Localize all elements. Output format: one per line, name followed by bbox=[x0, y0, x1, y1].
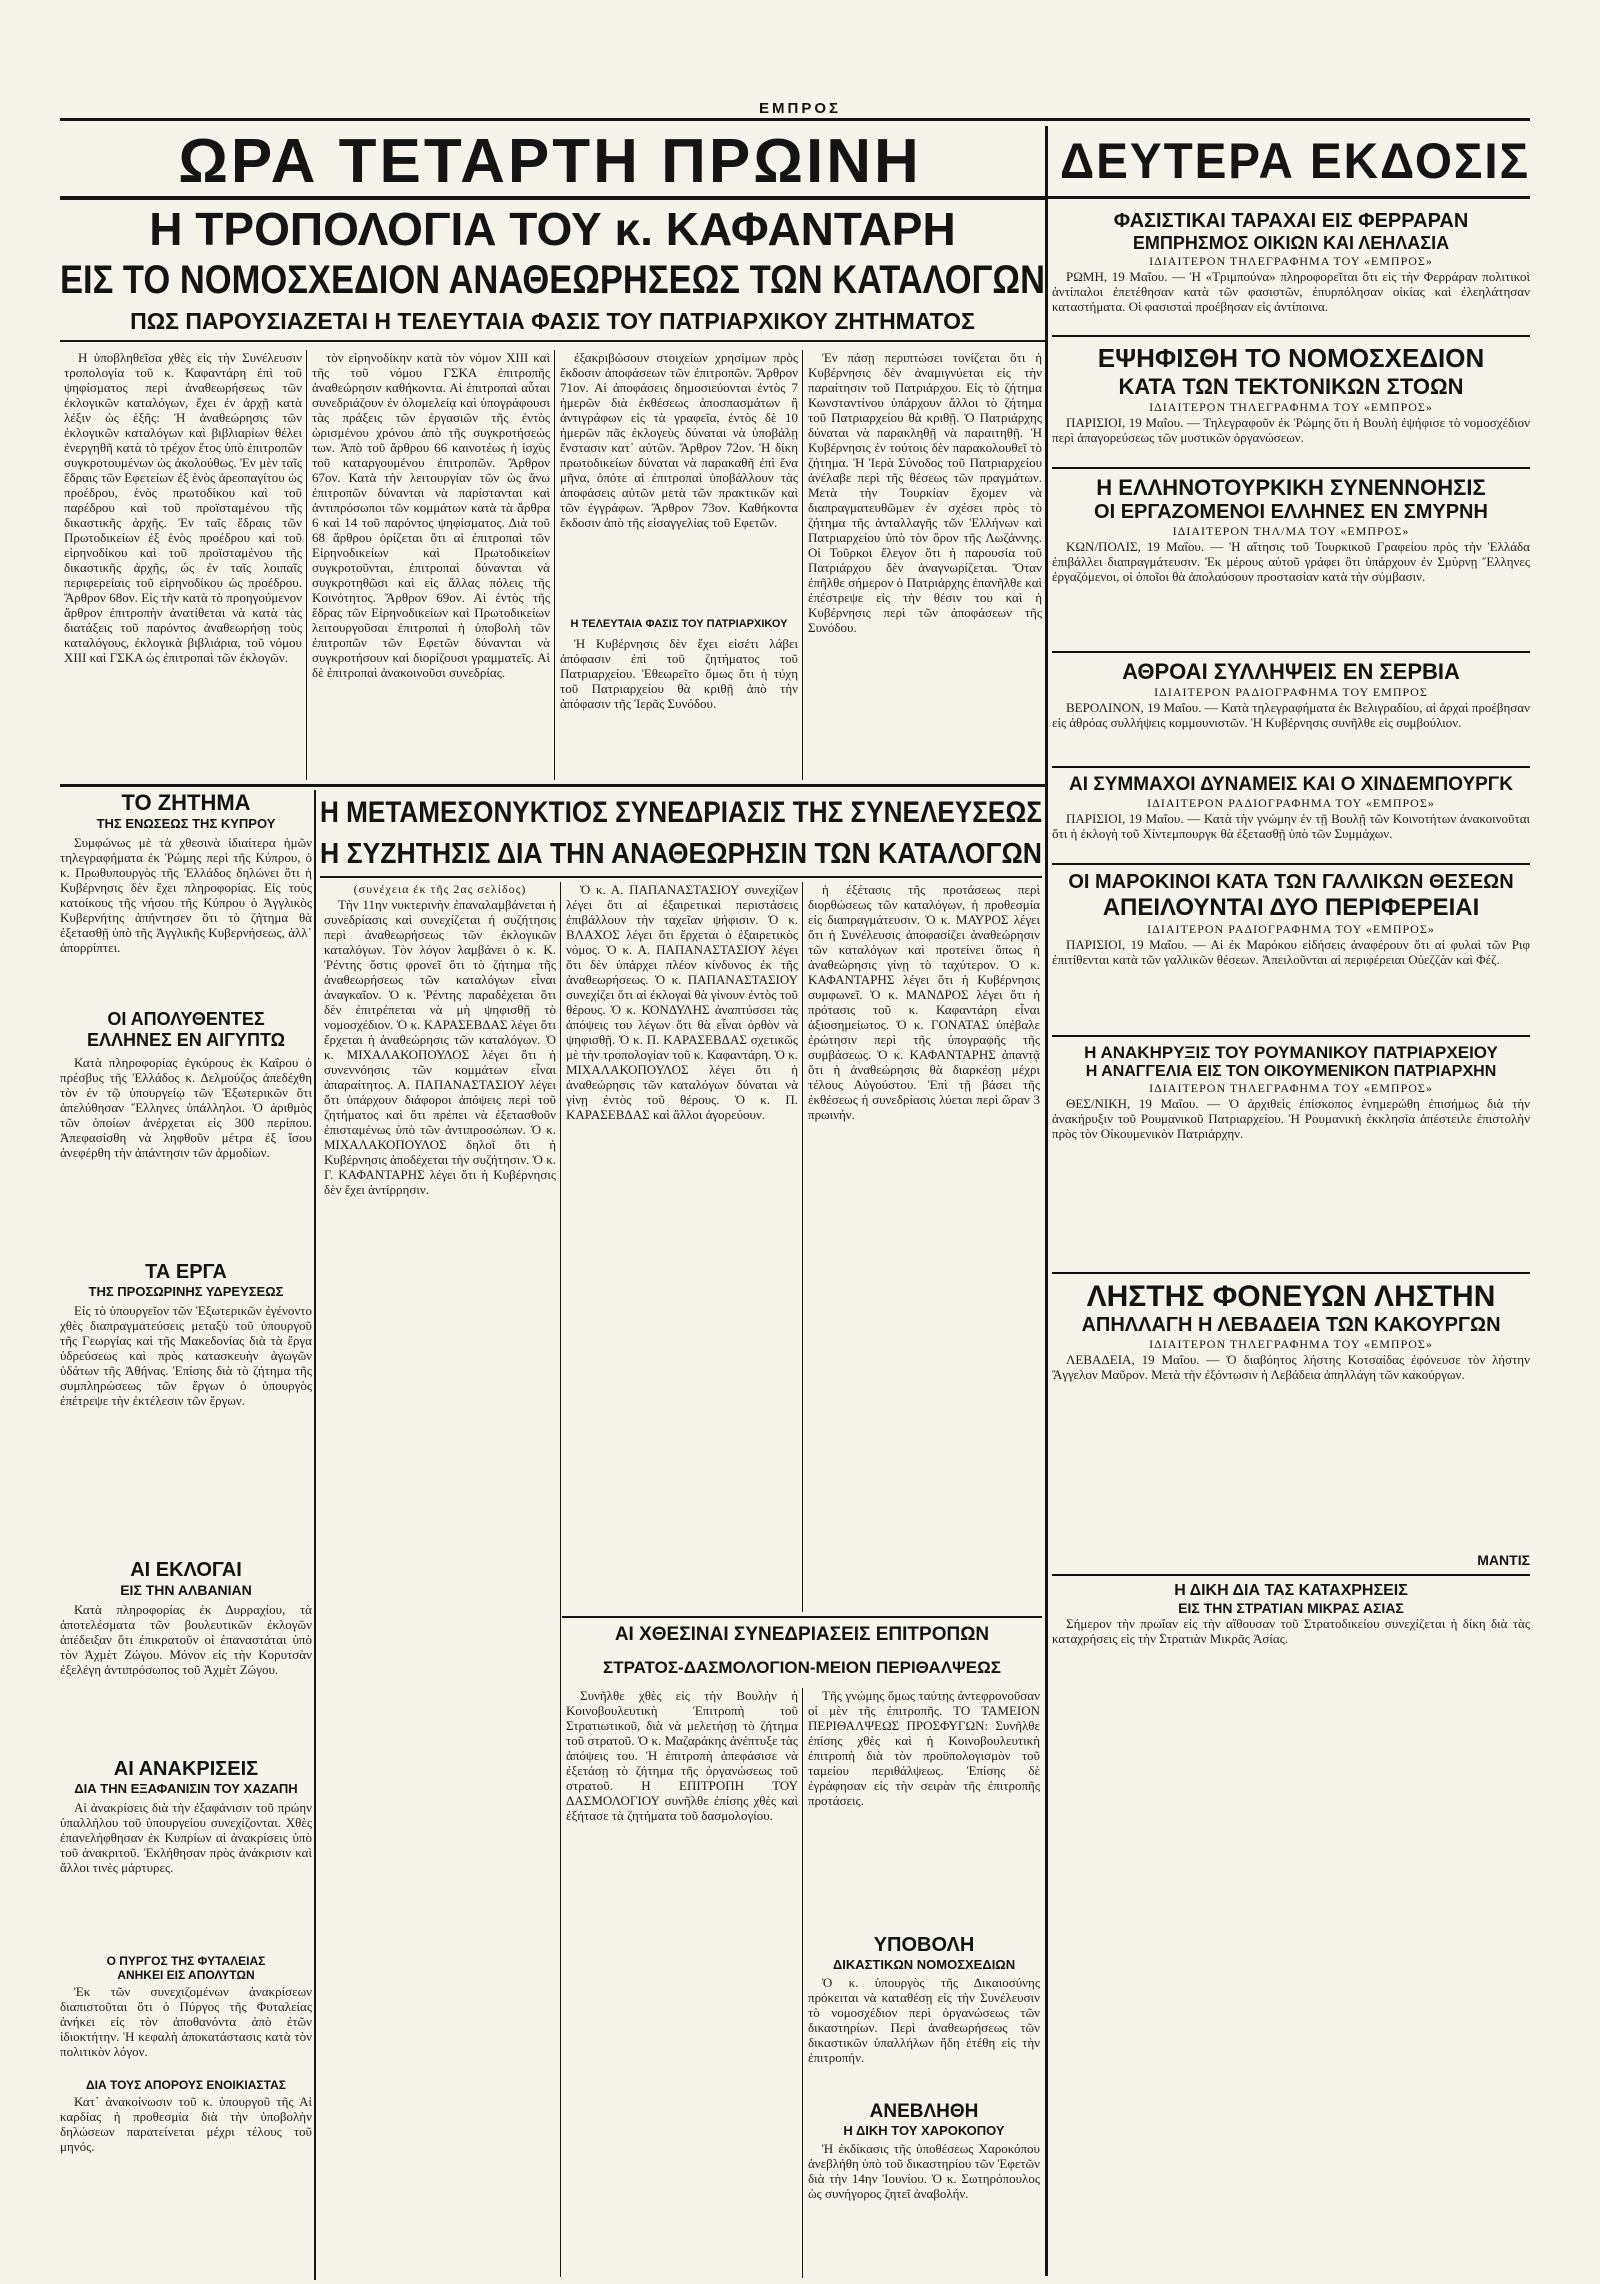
session-title: Η ΜΕΤΑΜΕΣΟΝΥΚΤΙΟΣ ΣΥΝΕΔΡΙΑΣΙΣ ΤΗΣ ΣΥΝΕΛΕΥΣΕΩΣ bbox=[320, 796, 1042, 829]
session-rule bbox=[320, 876, 1042, 878]
committees-col1 bbox=[566, 1688, 798, 2278]
col-sep bbox=[802, 350, 803, 780]
bandit-byline: ΙΔΙΑΙΤΕΡΟΝ ΤΗΛΕΓΡΑΦΗΜΑ ΤΟΥ «ΕΜΠΡΟΣ» bbox=[1149, 1337, 1433, 1351]
erga-subtitle: ΤΗΣ ΠΡΟΣΩΡΙΝΗΣ ΥΔΡΕΥΣΕΩΣ bbox=[88, 1284, 284, 1299]
ypovoli-subtitle: ΔΙΚΑΣΤΙΚΩΝ ΝΟΜΟΣΧΕΔΙΩΝ bbox=[832, 1957, 1016, 1972]
ferrara-subtitle: ΕΜΠΡΗΣΜΟΣ ΟΙΚΙΩΝ ΚΑΙ ΛΕΗΛΑΣΙΑ bbox=[1132, 233, 1450, 253]
col-sep bbox=[802, 882, 803, 1612]
lead-col2-text: τὸν εἰρηνοδίκην κατὰ τὸν νόμον ΧΙΙΙ καὶ τῆς τοῦ νόμου ΓΣΚΑ ἐπιτροπῆς ἀναθεώρησιν καθήκοντα. Αἱ ἐπιτροπαὶ αὗται συνεδριάζουν ἐν ὁλομελείᾳ καὶ ὑπογράφουσι τὰς πράξεις τῶν ἐργασιῶν τῆς ἐντὸς ὡρισμένου χρόνου ἀπὸ τῆς συγκροτήσεώς των. Ἀπὸ τοῦ ἄρθρου 66 καινοτέως ἡ ἰσχὺς τοῦ καταργουμένου ἐπιτροπῶν. Ἄρθρον 67ον. Κατὰ τὴν λειτουργίαν τῶν ὡς ἄνω ἐπιτροπῶν δύνανται νὰ παρίστανται καὶ ἀντιπρόσωποι τῶν κομμάτων κατὰ τὰ ἄρθρα 6 καὶ 14 τοῦ παρόντος ψηφίσματος. Διὰ τοῦ 68 ἄρθρου ὁρίζεται ὅτι αἱ ἐπιτροπαὶ τῶν Εἰρηνοδικείων καὶ Πρωτοδικείων συγκροτοῦνται, ἐπιτροπαὶ δύνανται νὰ συγκροτηθῶσι καὶ εἰς ἄλλας πόλεις τῆς Κοινότητος. Ἄρθρον 69ον. Αἱ ἐντὸς τῆς ἕδρας τῶν Εἰρηνοδικείων καὶ Πρωτοδικείων λειτουργοῦσαι ἐπιτροπαὶ ἡ ὑποβολὴ τῶν ἐπιτροπῶν τῶν Εφετῶν δύνανται νὰ συγκροτήσουν καὶ διορίζουσι γραμματεῖς. Αἱ δὲ ἐπιτροπαὶ ἀνακοινοῦσι συνεδρίας. bbox=[312, 350, 550, 680]
committees-rule-top bbox=[562, 1616, 1042, 1618]
lead-col3-text: ἐξακριβώσουν στοιχείων χρησίμων πρὸς ἔκδοσιν ἀποφάσεων τῶν ἐπιτροπῶν. Ἄρθρον 71ον. Αἱ ἀποφάσεις δημοσιεύονται ἐντὸς 7 ἡμερῶν διὰ ἐκθέσεως ἀποσπασμάτων ἢ ἀντιγράφων εἰς τὰ γραφεῖα, ἐντὸς δὲ 10 ἡμερῶν πᾶς ἐκλογεὺς δύναται νὰ ὑποβάλῃ ἔνστασιν κατ᾿ αὐτῶν. Ἄρθρον 72ον. Ἡ δίκη πρωτοδικείων δύναται νὰ παρακαθῆ ἐπὶ ἕνα μῆνα, ὁπότε αἱ ἐπιτροπαὶ ὑποβάλλουν τὰς ἀποφάσεις αὐτῶν μετὰ τῶν πρακτικῶν καὶ τῶν ἐγγράφων. Ἄρθρον 73ον. Καθήκοντα ἔκδοσιν ἀπὸ τῆς εἰσαγγελίας τοῦ Εφετῶν. bbox=[560, 350, 798, 530]
serbia-title: ΑΘΡΟΑΙ ΣΥΛΛΗΨΕΙΣ ΕΝ ΣΕΡΒΙΑ bbox=[1122, 659, 1460, 684]
lead-col4-text: Ἐν πάσῃ περιπτώσει τονίζεται ὅτι ἡ Κυβέρνησις δὲν ἀναμιγνύεται εἰς τὴν παραίτησιν τοῦ Πατριάρχου. Εἰς τὸ ζήτημα Κωνσταντίνου ὑπάρχουν ἄλλοι τὸ ζήτημα τοῦ Πατριαρχείου θὰ κριθῇ. Ὁ Πατριάρχης δύναται νὰ παρακληθῇ νὰ παραιτηθῇ. Ἡ Κυβέρνησις ἐν τούτοις δὲν παρακολουθεῖ τὸ ζήτημα. Ἡ Ἱερὰ Σύνοδος τοῦ Πατριαρχείου ἀνέλαβε περὶ τῆς θέσεως τῶν πραγμάτων. Μετὰ τὴν Τουρκίαν ἔχομεν νὰ διαπραγματευθῶμεν ἐν σχέσει πρὸς τὸ ζήτημα τῆς ἀνταλλαγῆς τῶν Ἑλλήνων καὶ Πατριαρχείου ὑπὸ τὸν ὅρον τῆς Λωζάννης. Οἱ Τοῦρκοι ἔλεγον ὅτι ἡ παρουσία τοῦ Πατριάρχου δὲν ἀναγνωρίζεται. Ὅταν ἐπῆλθε σήμερον ὁ Πατριάρχης ἐπανῆλθε καὶ ἐπέστρεψε εἰς τὴν θέσιν του καὶ ἡ Κυβέρνησις περὶ τῶν ἀποφάσεων τῆς Συνόδου. bbox=[808, 350, 1042, 635]
serbia-byline: ΙΔΙΑΙΤΕΡΟΝ ΡΑΔΙΟΓΡΑΦΗΜΑ ΤΟΥ ΕΜΠΡΟΣ bbox=[1154, 685, 1428, 699]
lead-title-rule bbox=[60, 340, 1045, 342]
col-sep bbox=[306, 350, 307, 780]
committees-col1-text: Συνῆλθε χθὲς εἰς τὴν Βουλὴν ἡ Κοινοβουλευτικὴ Ἐπιτροπὴ τοῦ Στρατιωτικοῦ, διὰ νὰ μελετήσῃ τὸ ζήτημα τοῦ στρατοῦ. Ὁ κ. Μαζαράκης ἀνέπτυξε τὰς ἀπόψεις του. Ἡ ἐπιτροπὴ ἀπεφάσισε νὰ ἐξετάσῃ τὸ ζήτημα τῆς ὀργανώσεως τοῦ στρατοῦ. Η ΕΠΙΤΡΟΠΗ ΤΟΥ ΔΑΣΜΟΛΟΓΙΟΥ συνῆλθε ἐπίσης χθὲς καὶ ἐξήτασε τὰ ζητήματα τοῦ δασμολογίου. bbox=[566, 1688, 798, 1823]
albania-text: Κατὰ πληροφορίας ἐκ Δυρραχίου, τὰ ἀποτελέσματα τῶν βουλευτικῶν ἐκλογῶν ἀπέδειξαν ὅτι ἐπικρατοῦν οἱ ἐπαναστάται ὑπὸ τὸν Ἀχμὲτ Ζώγου. Μόνον εἰς τὴν Κορυτσὰν ἐξελέγη ἀντιπρόσωπος τοῦ Ἀχμὲτ Ζώγου. bbox=[60, 1602, 312, 1677]
romania-subtitle: Η ΑΝΑΓΓΕΛΙΑ ΕΙΣ ΤΟΝ ΟΙΚΟΥΜΕΝΙΚΟΝ ΠΑΤΡΙΑΡΧΗΝ bbox=[1085, 1063, 1497, 1080]
masonic-byline: ΙΔΙΑΙΤΕΡΟΝ ΤΗΛΕΓΡΑΦΗΜΑ ΤΟΥ «ΕΜΠΡΟΣ» bbox=[1149, 400, 1433, 414]
fylaxis-subtitle: ΑΝΗΚΕΙ ΕΙΣ ΑΠΟΛΥΤΩΝ bbox=[117, 1968, 255, 1982]
session-col2-text: Ὁ κ. Α. ΠΑΠΑΝΑΣΤΑΣΙΟΥ συνεχίζων λέγει ὅτι αἱ ἐξαιρετικαὶ περιστάσεις ἐπιβάλλουν τὴν ταχεῖαν ψήφισιν. Ὁ κ. ΒΛΑΧΟΣ λέγει ὅτι ἔρχεται ὁ ἐξαιρετικὸς νόμος. Ὁ κ. Α. ΠΑΠΑΝΑΣΤΑΣΙΟΥ λέγει ὅτι δὲν ὑπάρχει πλέον κίνδυνος ἐκ τῆς ἀναθεωρήσεως. Ὁ κ. ΠΑΠΑΝΑΣΤΑΣΙΟΥ συνεχίζει ὅτι αἱ ἐκλογαὶ θὰ γίνουν ἐντὸς τοῦ θέρους. Ὁ κ. ΚΟΝΔΥΛΗΣ ἀναπτύσσει τὰς ἀπόψεις του λέγων ὅτι θὰ εἶναι ὀρθὸν νὰ ψηφισθῇ. Ὁ κ. Π. ΚΑΡΑΣΕΒΔΑΣ σχετικῶς μὲ τὴν τροπολογίαν τοῦ κ. Καφαντάρη. Ὁ κ. ΜΙΧΑΛΑΚΟΠΟΥΛΟΣ λέγει ὅτι ἡ ἀναθεώρησις τῶν καταλόγων δύναται νὰ γίνῃ ἐντὸς τοῦ θέρους. Ὁ κ. Π. ΚΑΡΑΣΕΒΔΑΣ καὶ ἄλλοι ἀγορεύουν. bbox=[566, 882, 798, 1122]
left-column bbox=[60, 790, 312, 2280]
anevathi-text: Ἡ ἐκδίκασις τῆς ὑποθέσεως Χαροκόπου ἀνεβλήθη ὑπὸ τοῦ δικαστηρίου τῶν Ἐφετῶν διὰ τὴν 14ην Ἰουνίου. Ὁ κ. Σωτηρόπουλος ὡς συνήγορος ζητεῖ ἀναβολήν. bbox=[808, 2141, 1040, 2201]
session-col2 bbox=[566, 882, 798, 1612]
zitima-title: ΤΟ ΖΗΤΗΜΑ bbox=[121, 790, 251, 815]
albania-subtitle: ΕΙΣ ΤΗΝ ΑΛΒΑΝΙΑΝ bbox=[120, 1582, 252, 1598]
session-subtitle: Η ΣΥΖΗΤΗΣΙΣ ΔΙΑ ΤΗΝ ΑΝΑΘΕΩΡΗΣΙΝ ΤΩΝ ΚΑΤΑΛΟΓΩΝ bbox=[320, 838, 1042, 870]
ypovoli-title: ΥΠΟΒΟΛΗ bbox=[873, 1934, 975, 1956]
masonic-title: ΕΨΗΦΙΣΘΗ ΤΟ ΝΟΜΟΣΧΕΔΙΟΝ bbox=[1097, 343, 1485, 373]
smyrna-byline: ΙΔΙΑΙΤΕΡΟΝ ΤΗΛ/ΜΑ ΤΟΥ «ΕΜΠΡΟΣ» bbox=[1172, 524, 1410, 538]
session-col1-text: Τὴν 11ην νυκτερινὴν ἐπαναλαμβάνεται ἡ συνεδρίασις καὶ συνεχίζεται ἡ συζήτησις περὶ ἀναθεωρήσεως τῶν ἐκλογικῶν καταλόγων. Τὸν λόγον λαμβάνει ὁ κ. Κ. Ῥέντης ὅστις φρονεῖ ὅτι τὸ ζήτημα τῆς ἀναθεωρήσεως τῶν καταλόγων εἶναι ἀναγκαῖον. Ὁ κ. Ῥέντης παραδέχεται ὅτι δὲν ἐπιτρέπεται νὰ μὴ ψηφισθῇ τὸ νομοσχέδιον. Ὁ κ. ΚΑΡΑΣΕΒΔΑΣ λέγει ὅτι ἔρχεται ἡ ἀναθεώρησις τῶν καταλόγων. Ὁ κ. ΜΙΧΑΛΑΚΟΠΟΥΛΟΣ λέγει ὅτι ἡ συνεννόησις τῶν κομμάτων εἶναι ἀπαραίτητος. Α. ΠΑΠΑΝΑΣΤΑΣΙΟΥ λέγει ὅτι ὑπάρχουν διάφοροι ἀπόψεις περὶ τοῦ ζητήματος καὶ ὅτι πρέπει νὰ ἐξετασθοῦν ἐπισταμένως ὑπὸ τῶν ἀντιπροσώπων. Ὁ κ. ΜΙΧΑΛΑΚΟΠΟΥΛΟΣ δηλοῖ ὅτι ἡ Κυβέρνησις ἀποδέχεται τὴν συζήτησιν. Ὁ κ. Γ. ΚΑΦΑΝΤΑΡΗΣ λέγει ὅτι ἡ Κυβέρνησις δὲν ἔχει ἀντίρρησιν. bbox=[324, 897, 556, 1197]
lead-col3b-text: Ἡ Κυβέρνησις δὲν ἔχει εἰσέτι λάβει ἀπόφασιν ἐπὶ τοῦ ζητήματος τοῦ Πατριαρχείου. Ἐθεωρεῖτο ὅμως ὅτι ἡ τύχη τοῦ Πατριαρχείου θὰ κριθῇ ἀπὸ τὴν ἀπόφασιν τῆς Ἱερᾶς Συνόδου. bbox=[560, 636, 798, 711]
egypt-subtitle: ΕΛΛΗΝΕΣ ΕΝ ΑΙΓΥΠΤΩ bbox=[86, 1030, 286, 1050]
lead-title1: Η ΤΡΟΠΟΛΟΓΙΑ ΤΟΥ κ. ΚΑΦΑΝΤΑΡΗ bbox=[149, 203, 956, 255]
romania-byline: ΙΔΙΑΙΤΕΡΟΝ ΤΗΛΕΓΡΑΦΗΜΑ ΤΟΥ «ΕΜΠΡΟΣ» bbox=[1149, 1081, 1433, 1095]
col-sep bbox=[560, 882, 561, 2277]
anakriseis-title: ΑΙ ΑΝΑΚΡΙΣΕΙΣ bbox=[113, 1758, 259, 1780]
anevathi-subtitle: Η ΔΙΚΗ ΤΟΥ ΧΑΡΟΚΟΠΟΥ bbox=[843, 2123, 1005, 2138]
session-cont: (συνέχεια ἐκ τῆς 2ας σελίδος) bbox=[353, 882, 527, 896]
fylaxis-text: Ἐκ τῶν συνεχιζομένων ἀνακρίσεων διαπιστοῦται ὅτι ὁ Πύργος τῆς Φυταλείας ἀνήκει εἰς τὸν ἀποθανόντα ἀπὸ ἐτῶν ἰδιοκτήτην. Ἡ κεφαλὴ ἀποκατάστασις κατὰ τὸν πολιτικὸν λόγον. bbox=[60, 1984, 312, 2059]
col-sep bbox=[802, 1688, 803, 2278]
banner-rule-right bbox=[1048, 196, 1530, 199]
lead-title2: ΕΙΣ ΤΟ ΝΟΜΟΣΧΕΔΙΟΝ ΑΝΑΘΕΩΡΗΣΕΩΣ ΤΩΝ ΚΑΤΑΛΟΓΩΝ bbox=[60, 258, 1045, 302]
lead-col3-heading: Η ΤΕΛΕΥΤΑΙΑ ΦΑΣΙΣ ΤΟΥ ΠΑΤΡΙΑΡΧΙΚΟΥ bbox=[570, 618, 788, 630]
lead-title3: ΠΩΣ ΠΑΡΟΥΣΙΑΖΕΤΑΙ Η ΤΕΛΕΥΤΑΙΑ ΦΑΣΙΣ ΤΟΥ ΠΑΤΡΙΑΡΧΙΚΟΥ ΖΗΤΗΜΑΤΟΣ bbox=[130, 308, 975, 334]
serbia-text: ΒΕΡΟΛΙΝΟΝ, 19 Μαΐου. — Κατὰ τηλεγραφήματα ἐκ Βελιγραδίου, αἱ ἀρχαὶ προέβησαν εἰς ἀθρόας συλλήψεις κομμουνιστῶν. Ἡ Κυβέρνησις συνῆλθε εἰς συμβούλιον. bbox=[1052, 700, 1530, 730]
banner-right: ΔΕΥΤΕΡΑ ΕΚΔΟΣΙΣ bbox=[1060, 133, 1530, 189]
trial-title: Η ΔΙΚΗ ΔΙΑ ΤΑΣ ΚΑΤΑΧΡΗΣΕΙΣ bbox=[1174, 1582, 1408, 1599]
zitima-text: Συμφώνως μὲ τὰ χθεσινὰ ἰδιαίτερα ἡμῶν τηλεγραφήματα ἐκ Ῥώμης περὶ τῆς Κύπρου, ὁ κ. Πρωθυπουργὸς τῆς Ἑλλάδος δηλώνει ὅτι ἡ Κυβέρνησις δὲν ἔχει πληροφορίας. Εἰς τοὺς κατοίκους τῆς νήσου τῆς Κύπρου ὁ Ἀγγλικὸς Κυβερνήτης ἀπήντησεν ὅτι τὸ ζήτημα θὰ ἐξετασθῇ ὑπὸ τῆς Ἀγγλικῆς Κυβερνήσεως, ἀλλ᾿ ἀπορρίπτει. bbox=[60, 835, 312, 955]
ferrara-title: ΦΑΣΙΣΤΙΚΑΙ ΤΑΡΑΧΑΙ ΕΙΣ ΦΕΡΡΑΡΑΝ bbox=[1113, 210, 1469, 232]
bandit-subtitle: ΑΠΗΛΛΑΓΗ Η ΛΕΒΑΔΕΙΑ ΤΩΝ ΚΑΚΟΥΡΓΩΝ bbox=[1081, 1314, 1501, 1336]
session-col3 bbox=[808, 882, 1040, 1612]
session-col1 bbox=[324, 882, 556, 2277]
committees-subtitle: ΣΤΡΑΤΟΣ-ΔΑΣΜΟΛΟΓΙΟΝ-ΜΕΙΟΝ ΠΕΡΙΘΑΛΨΕΩΣ bbox=[603, 1658, 1001, 1677]
enoikiasis-text: Κατ᾿ ἀνακοίνωσιν τοῦ κ. ὑπουργοῦ τῆς Αἰ καρδίας ἡ προθεσμία διὰ τὴν ὑποβολὴν δηλώσεων παρατείνεται μέχρι τέλους τοῦ μηνός. bbox=[60, 2094, 312, 2154]
ypovoli-text: Ὁ κ. ὑπουργὸς τῆς Δικαιοσύνης πρόκειται νὰ καταθέσῃ εἰς τὴν Συνέλευσιν τὸ νομοσχέδιον περὶ ὀργανώσεως τῶν δικαστηρίων. Περὶ ἀναθεωρήσεως τῶν δικαστικῶν ὑπαλλήλων ἤδη ἐτέθη εἰς τὴν ἐπιτροπήν. bbox=[808, 1975, 1040, 2065]
banner-left: ΩΡΑ ΤΕΤΑΡΤΗ ΠΡΩΙΝΗ bbox=[178, 127, 922, 196]
romania-title: Η ΑΝΑΚΗΡΥΞΙΣ ΤΟΥ ΡΟΥΜΑΝΙΚΟΥ ΠΑΤΡΙΑΡΧΕΙΟΥ bbox=[1084, 1043, 1498, 1062]
morocco-text: ΠΑΡΙΣΙΟΙ, 19 Μαΐου. — Αἱ ἐκ Μαρόκου εἰδήσεις ἀναφέρουν ὅτι αἱ φυλαὶ τῶν Ριφ ἐπιτίθενται κατὰ τῶν γαλλικῶν θέσεων. Ἀπειλοῦνται αἱ περιφέρειαι Οὐεζζὰν καὶ Φέζ. bbox=[1052, 937, 1530, 967]
hindenburg-byline: ΙΔΙΑΙΤΕΡΟΝ ΡΑΔΙΟΓΡΑΦΗΜΑ ΤΟΥ «ΕΜΠΡΟΣ» bbox=[1147, 796, 1435, 810]
committees-col2-text: Τῆς γνώμης ὅμως ταύτης ἀντεφρονοῦσαν οἱ μὲν τῆς ἐπιτροπῆς. ΤΟ ΤΑΜΕΙΟΝ ΠΕΡΙΘΑΛΨΕΩΣ ΠΡΟΣΦΥΓΩΝ: Συνῆλθε ἐπίσης χθὲς καὶ ἡ Κοινοβουλευτικὴ ἐπιτροπὴ διὰ τὸν προϋπολογισμὸν τοῦ ταμείου περιθάλψεως. Ἐπίσης δὲ ἐγράφησαν εἰς τὴν σειρὰν τῆς ἐπιτροπῆς προτάσεις. bbox=[808, 1688, 1040, 1808]
lead-bottom-rule bbox=[60, 784, 1045, 787]
lead-col2 bbox=[312, 350, 550, 780]
morocco-byline: ΙΔΙΑΙΤΕΡΟΝ ΡΑΔΙΟΓΡΑΦΗΜΑ ΤΟΥ «ΕΜΠΡΟΣ» bbox=[1147, 922, 1435, 936]
anakriseis-subtitle: ΔΙΑ ΤΗΝ ΕΞΑΦΑΝΙΣΙΝ ΤΟΥ ΧΑΖΑΠΗ bbox=[74, 1781, 298, 1796]
bandit-signoff: ΜΑΝΤΙΣ bbox=[1477, 1552, 1530, 1568]
committees-col2 bbox=[808, 1688, 1040, 2278]
banner-divider bbox=[1045, 126, 1048, 2276]
smyrna-title: Η ΕΛΛΗΝΟΤΟΥΡΚΙΚΗ ΣΥΝΕΝΝΟΗΣΙΣ bbox=[1096, 475, 1486, 500]
ferrara-text: ΡΩΜΗ, 19 Μαΐου. — Ἡ «Τριμπούνα» πληροφορεῖται ὅτι εἰς τὴν Φερράραν πολιτικοὶ ἀντίπαλοι ἐπετέθησαν κατὰ τῶν φασιστῶν, ἐπυρπόλησαν οἰκίας καὶ ἐλεηλάτησαν καταστήματα. Οἱ φασισταὶ προέβησαν εἰς ἀντίποινα. bbox=[1052, 269, 1530, 314]
morocco-subtitle: ΑΠΕΙΛΟΥΝΤΑΙ ΔΥΟ ΠΕΡΙΦΕΡΕΙΑΙ bbox=[1102, 894, 1480, 921]
masthead-rule bbox=[60, 118, 1530, 121]
romania-text: ΘΕΣ/ΝΙΚΗ, 19 Μαΐου. — Ὁ ἀρχιθεὶς ἐπίσκοπος ἐνημερώθη ἐπισήμως διὰ τὴν ἀνακήρυξιν τοῦ Ρουμανικοῦ Πατριαρχείου. Ἡ Ρουμανικὴ ἐκκλησία ἀπέστειλε ἐπιστολὴν πρὸς τὸν Οἰκουμενικὸν Πατριάρχην. bbox=[1052, 1096, 1530, 1141]
bandit-text: ΛΕΒΑΔΕΙΑ, 19 Μαΐου. — Ὁ διαβόητος λήστης Κοτσαίδας ἐφόνευσε τὸν λήστην Ἄγγελον Μαῦρον. Μετὰ τὴν ἐξόντωσιν ἡ Λεβάδεια ἀπηλλάγη τῶν κακούργων. bbox=[1052, 1352, 1530, 1382]
smyrna-text: ΚΩΝ/ΠΟΛΙΣ, 19 Μαΐου. — Ἡ αἴτησις τοῦ Τουρκικοῦ Γραφείου πρὸς τὴν Ἑλλάδα ἐπιβάλλει διαπραγμάτευσιν. Ἐκ μέρους αὐτοῦ γράφει ὅτι ὑπάρχουν ἐν Σμύρνῃ Ἕλληνες ἐργαζόμενοι, οἱ ὁποῖοι θὰ ἀπολαύσουν προστασίαν κατὰ τὴν σύμβασιν. bbox=[1052, 539, 1530, 584]
committees-title: ΑΙ ΧΘΕΣΙΝΑΙ ΣΥΝΕΔΡΙΑΣΕΙΣ ΕΠΙΤΡΟΠΩΝ bbox=[614, 1624, 990, 1645]
masthead-name: ΕΜΠΡΟΣ bbox=[758, 100, 841, 117]
lead-col4 bbox=[808, 350, 1042, 780]
lead-col3 bbox=[560, 350, 798, 780]
enoikiasis-title: ΔΙΑ ΤΟΥΣ ΑΠΟΡΟΥΣ ΕΝΟΙΚΙΑΣΤΑΣ bbox=[86, 2078, 286, 2092]
trial-subtitle: ΕΙΣ ΤΗΝ ΣΤΡΑΤΙΑΝ ΜΙΚΡΑΣ ΑΣΙΑΣ bbox=[1178, 1600, 1404, 1616]
fylaxis-title: Ο ΠΥΡΓΟΣ ΤΗΣ ΦΥΤΑΛΕΙΑΣ bbox=[106, 1954, 266, 1968]
albania-title: ΑΙ ΕΚΛΟΓΑΙ bbox=[130, 1559, 242, 1581]
lead-col1 bbox=[64, 350, 302, 780]
erga-text: Εἰς τὸ ὑπουργεῖον τῶν Ἐξωτερικῶν ἐγένοντο χθὲς διαπραγματεύσεις μεταξὺ τοῦ ὑπουργοῦ τῆς Γεωργίας καὶ τῆς Μακεδονίας διὰ τὰ ἔργα ὑδρεύσεως καὶ πρὸς κατασκευὴν ἀγωγῶν ὑδάτων τῆς Ἀθήνας. Ἐπίσης διὰ τὸ ζήτημα τῆς συμπληρώσεως τῶν ἔργων ὁ ὑπουργὸς ἐπέτρεψε τὴν ἐκτέλεσιν τῶν ἔργων. bbox=[60, 1303, 312, 1408]
col-sep bbox=[554, 350, 555, 780]
anevathi-title: ΑΝΕΒΛΗΘΗ bbox=[869, 2101, 979, 2122]
zitima-subtitle: ΤΗΣ ΕΝΩΣΕΩΣ ΤΗΣ ΚΥΠΡΟΥ bbox=[96, 816, 276, 831]
lead-col1-text: Η ὑποβληθεῖσα χθὲς εἰς τὴν Συνέλευσιν τροπολογία τοῦ κ. Καφαντάρη ἐπὶ τοῦ ψηφίσματος περὶ ἀναθεωρήσεως τῶν ἐκλογικῶν καταλόγων, ἔχει ἐν ἀρχῇ κατὰ λέξιν ὡς ἑξῆς: Ἡ ἀναθεώρησις τῶν ἐκλογικῶν καταλόγων καὶ βιβλιαρίων θέλει ἐνεργηθῆ κατὰ τὸ τρέχον ἔτος ὑπὸ ἐπιτροπῶν συγκροτουμένων ὡς ἀκολούθως. Ἐν μὲν ταῖς ἕδραις τῶν Εφετείων ἐξ ἑνὸς ἀρεοπαγίτου ὡς προέδρου, ἑνὸς πρωτοδίκου καὶ τοῦ παρέδρου καὶ τοῦ προϊσταμένου τῆς δικαστικῆς ἀρχῆς. Ἐν ταῖς ἕδραις τῶν Πρωτοδικείων ἐξ ἑνὸς προέδρου καὶ τοῦ εἰρηνοδίκου καὶ τοῦ προϊσταμένου τῆς δικαστικῆς ἀρχῆς, ὡς ἐν ταῖς λοιπαῖς περιφερείαις τοῦ εἰρηνοδίκου ὡς προέδρου. Ἄρθρον 68ον. Εἰς τὴν κατὰ τὸ προηγούμενον ἄρθρον ἐπιτροπὴν ἀνατίθεται νὰ κατὰ τὰς διατάξεις τοῦ παρόντος ἀναθεωρήσῃ τοὺς καταλόγους, ἐκλογικὰ βιβλιάρια, τοῦ νόμου ΧΙΙΙ καὶ ΓΣΚΑ ὡς ἐπιτροπαὶ τῶν ἐκλογῶν. bbox=[64, 350, 302, 665]
left-col-sep bbox=[314, 790, 316, 2280]
hindenburg-text: ΠΑΡΙΣΙΟΙ, 19 Μαΐου. — Κατὰ τὴν γνώμην ἐν τῇ Βουλῇ τῶν Κοινοτήτων ἀνακοινοῦται ὅτι ἡ ἐκλογὴ τοῦ Χίντεμπουργκ θὰ ἐξετασθῇ ὑπὸ τῶν Συμμάχων. bbox=[1052, 811, 1530, 841]
hindenburg-title: ΑΙ ΣΥΜΜΑΧΟΙ ΔΥΝΑΜΕΙΣ ΚΑΙ Ο ΧΙΝΔΕΜΠΟΥΡΓΚ bbox=[1069, 774, 1513, 795]
egypt-title: ΟΙ ΑΠΟΛΥΘΕΝΤΕΣ bbox=[107, 1009, 265, 1029]
morocco-title: ΟΙ ΜΑΡΟΚΙΝΟΙ ΚΑΤΑ ΤΩΝ ΓΑΛΛΙΚΩΝ ΘΕΣΕΩΝ bbox=[1068, 871, 1514, 893]
masonic-text: ΠΑΡΙΣΙΟΙ, 19 Μαΐου. — Τηλεγραφοῦν ἐκ Ῥώμης ὅτι ἡ Βουλὴ ἐψήφισε τὸ νομοσχέδιον περὶ ἀπαγορεύσεως τῶν μυστικῶν ὀργανώσεων. bbox=[1052, 415, 1530, 445]
banner-rule bbox=[60, 196, 1045, 200]
ferrara-byline: ΙΔΙΑΙΤΕΡΟΝ ΤΗΛΕΓΡΑΦΗΜΑ ΤΟΥ «ΕΜΠΡΟΣ» bbox=[1149, 254, 1433, 268]
bandit-title: ΛΗΣΤΗΣ ΦΟΝΕΥΩΝ ΛΗΣΤΗΝ bbox=[1086, 1280, 1496, 1313]
trial-text: Σήμερον τὴν πρωΐαν εἰς τὴν αἴθουσαν τοῦ Στρατοδικείου συνεχίζεται ἡ δίκη διὰ τὰς καταχρήσεις εἰς τὴν Στρατιὰν Μικρᾶς Ἀσίας. bbox=[1052, 1616, 1530, 1646]
masonic-subtitle: ΚΑΤΑ ΤΩΝ ΤΕΚΤΟΝΙΚΩΝ ΣΤΟΩΝ bbox=[1118, 374, 1464, 399]
right-column bbox=[1052, 200, 1530, 2280]
smyrna-subtitle: ΟΙ ΕΡΓΑΖΟΜΕΝΟΙ ΕΛΛΗΝΕΣ ΕΝ ΣΜΥΡΝΗ bbox=[1094, 501, 1488, 523]
anakriseis-text: Αἱ ἀνακρίσεις διὰ τὴν ἐξαφάνισιν τοῦ πρώην ὑπαλλήλου τοῦ ὑπουργείου συνεχίζονται. Χθὲς ἐπανελήφθησαν ἐκ Κυπρίων αἱ ἀνακρίσεις ὑπὸ τοῦ ἀνακριτοῦ. Ἐκλήθησαν πρὸς ἀνάκρισιν καὶ ἄλλοι τινὲς μάρτυρες. bbox=[60, 1800, 312, 1875]
erga-title: ΤΑ ΕΡΓΑ bbox=[145, 1261, 227, 1283]
egypt-text: Κατὰ πληροφορίας ἐγκύρους ἐκ Καΐρου ὁ πρέσβυς τῆς Ἑλλάδος κ. Δελμούζος ἀπεδέχθη τὸν ἐν τῷ ὑπουργείῳ τῶν Ἐξωτερικῶν ὅτι ἀπελύθησαν Ἕλληνες ὑπάλληλοι. Ὁ ἀριθμὸς τῶν ὁποίων ἀνέρχεται εἰς 300 περίπου. Ἀπεφασίσθη νὰ ληφθοῦν μέτρα ἐξ ἴσου ἀνεφέρθη τὴν ἀπάντησιν τῶν ἀρμοδίων. bbox=[60, 1055, 312, 1160]
session-col3-text: ἡ ἐξέτασις τῆς προτάσεως περὶ διορθώσεως τῶν καταλόγων, ἡ προθεσμία εἰς διαπραγμάτευσιν. Ὁ κ. ΜΑΥΡΟΣ λέγει ὅτι ἡ Συνέλευσις ἀποφασίζει ἀναθεώρησιν τῶν καταλόγων καὶ προτείνει ὅπως ἡ ἀναθεώρησις γίνῃ τὸ ταχύτερον. Ὁ κ. ΚΑΦΑΝΤΑΡΗΣ λέγει ὅτι ἡ Κυβέρνησις συμφωνεῖ. Ὁ κ. ΜΑΝΔΡΟΣ λέγει ὅτι ἡ πρότασις τοῦ κ. Καφαντάρη εἶναι ἀξιοσημείωτος. Ὁ κ. ΓΟΝΑΤΑΣ ὑπέβαλε ἐρώτησιν περὶ τῆς ὑπογραφῆς τῆς συμβάσεως. Ὁ κ. ΚΑΦΑΝΤΑΡΗΣ ἀπαντᾷ ὅτι ἡ ἀναθεώρησις θὰ διαρκέσῃ μέχρι τέλους Αὐγούστου. Ἐπὶ τῇ βάσει τῆς ἐκθέσεως ἡ συνεδρίασις λύεται περὶ ὥραν 3 πρωινήν. bbox=[808, 882, 1040, 1122]
